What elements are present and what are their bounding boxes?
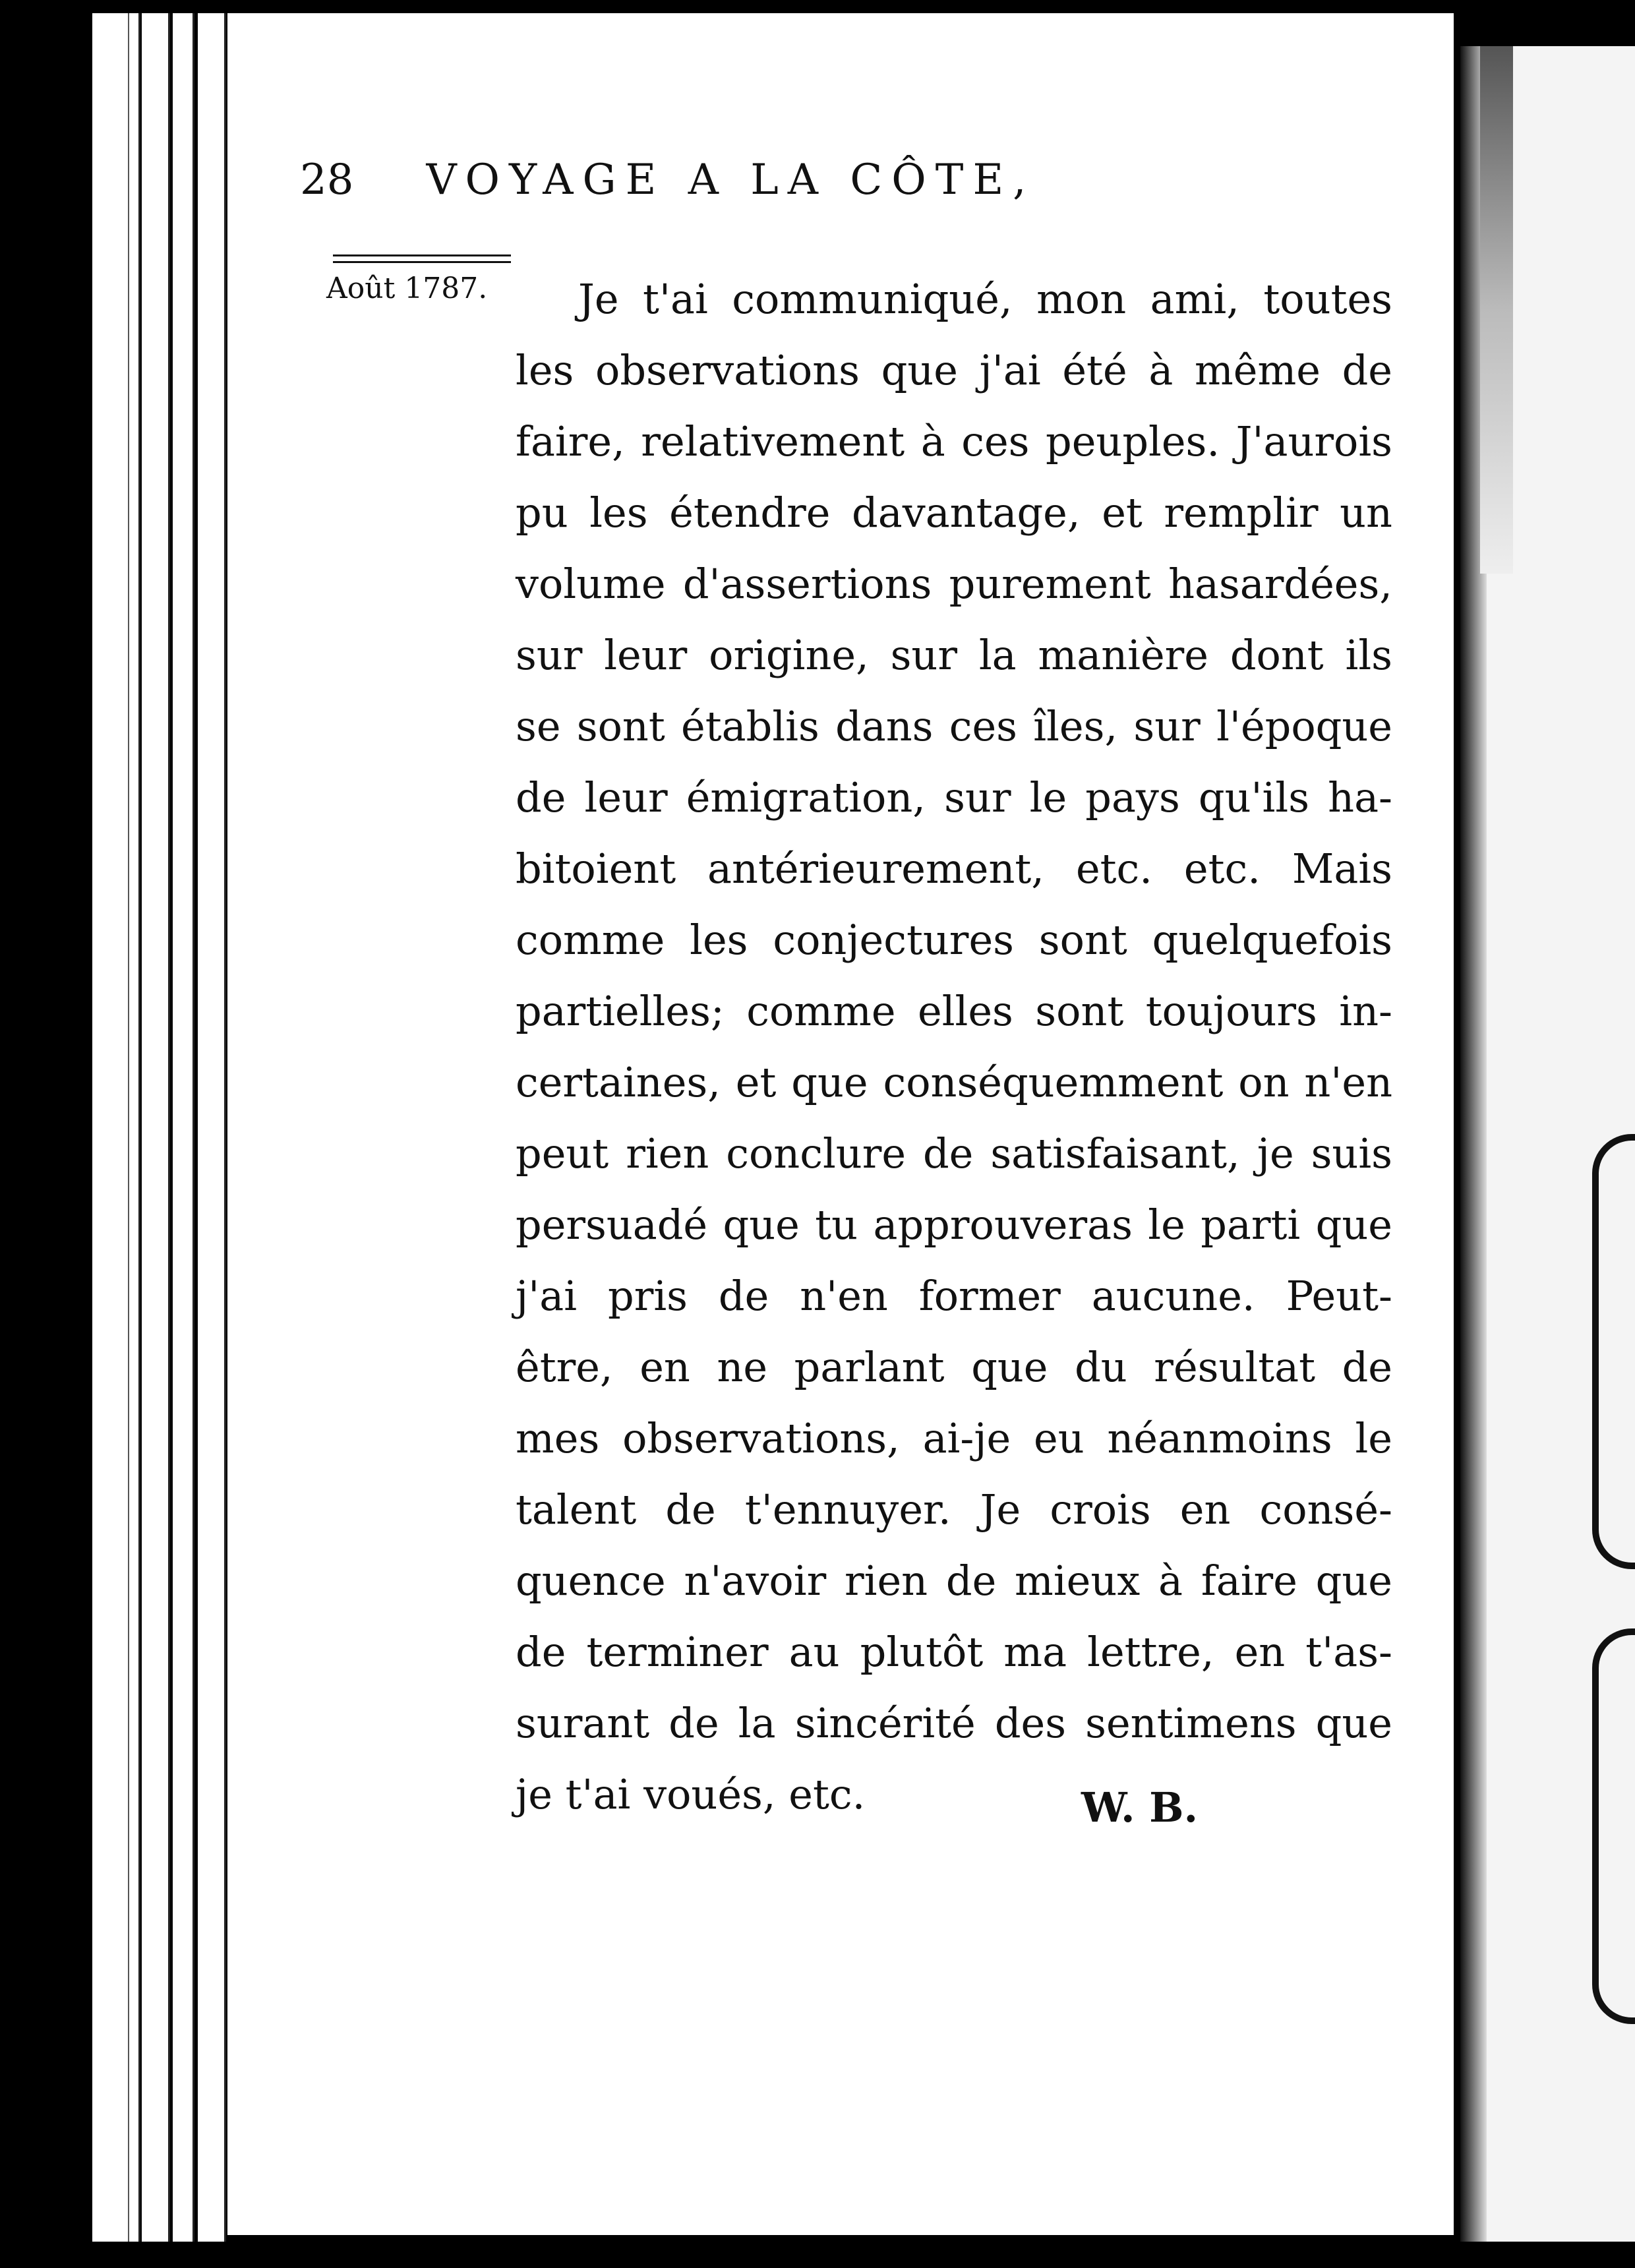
text-line: quence n'avoir rien de mieux à faire que [516, 1557, 1392, 1605]
page-edge [173, 13, 194, 2242]
text-line: peut rien conclure de satisfaisant, je suis [516, 1129, 1392, 1178]
text-line: bitoient antérieurement, etc. etc. Mais [516, 845, 1392, 893]
running-title: VOYAGE A LA CÔTE, [426, 156, 1036, 204]
text-line: je t'ai voués, etc. [516, 1770, 866, 1818]
bracket-ornament [1592, 1628, 1635, 2024]
text-line: sur leur origine, sur la manière dont ils [516, 631, 1392, 679]
text-line: de terminer au plutôt ma lettre, en t'as- [516, 1628, 1392, 1676]
text-line: surant de la sincérité des sentimens que [516, 1699, 1392, 1747]
page-edge [142, 13, 170, 2242]
letter-body [516, 264, 1392, 1830]
opposite-page [1460, 46, 1635, 2242]
margin-rule [333, 254, 511, 256]
page-edge [198, 13, 226, 2242]
gutter-shadow [1480, 46, 1513, 574]
page-edge [119, 13, 129, 2242]
text-line: faire, relativement à ces peuples. J'aurois [516, 417, 1392, 465]
text-line: certaines, et que conséquemment on n'en [516, 1058, 1392, 1106]
text-line: les observations que j'ai été à même de [516, 346, 1392, 394]
text-line: volume d'assertions purement hasardées, [516, 560, 1392, 608]
text-line: mes observations, ai-je eu néanmoins le [516, 1414, 1392, 1462]
text-line: de leur émigration, sur le pays qu'ils ha- [516, 773, 1392, 821]
signature: W. B. [1081, 1783, 1199, 1832]
text-line: pu les étendre davantage, et remplir un [516, 489, 1392, 537]
bracket-ornament [1592, 1134, 1635, 1569]
margin-rule [333, 261, 511, 263]
margin-date: Août 1787. [326, 272, 488, 305]
running-header [300, 156, 1036, 204]
text-line: talent de t'ennuyer. Je crois en consé- [516, 1485, 1392, 1534]
page-number: 28 [300, 156, 354, 204]
text-line: j'ai pris de n'en former aucune. Peut- [516, 1272, 1392, 1320]
page-edge [92, 13, 140, 2242]
text-line: Je t'ai communiqué, mon ami, toutes [578, 275, 1392, 323]
text-line: comme les conjectures sont quelquefois [516, 916, 1392, 964]
text-line: partielles; comme elles sont toujours in- [516, 987, 1392, 1035]
text-line: être, en ne parlant que du résultat de [516, 1343, 1392, 1391]
text-line: se sont établis dans ces îles, sur l'époque [516, 702, 1392, 750]
text-line: persuadé que tu approuveras le parti que [516, 1201, 1392, 1249]
